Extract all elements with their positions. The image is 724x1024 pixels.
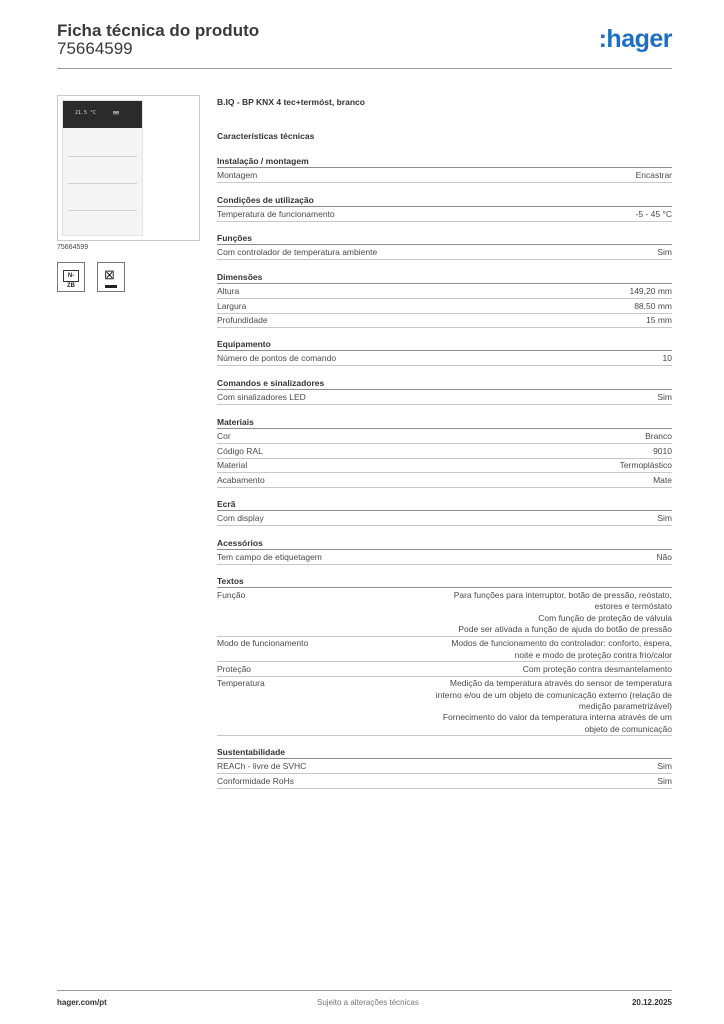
spec-value: Branco	[645, 431, 672, 441]
footer-date: 20.12.2025	[631, 998, 672, 1007]
section-title: Textos	[217, 576, 244, 586]
weee-bin-icon: ⊠	[104, 267, 115, 282]
weee-certification	[97, 262, 125, 292]
device-display	[63, 101, 142, 128]
spec-value: 15 mm	[646, 315, 672, 325]
section-divider	[217, 549, 672, 550]
section-title: Materiais	[217, 417, 254, 427]
key-divider	[68, 183, 137, 184]
spec-label: Com sinalizadores LED	[217, 392, 306, 402]
spec-value: 88,50 mm	[634, 300, 672, 311]
spec-value: noite e modo de proteção contra frio/calor	[514, 649, 672, 660]
spec-value: -5 - 45 °C	[635, 209, 672, 219]
page-title: Ficha técnica do produto	[57, 21, 260, 40]
row-divider	[217, 676, 672, 677]
spec-value: Encastrar	[635, 170, 672, 180]
spec-label: Tem campo de etiquetagem	[217, 552, 322, 562]
document-header	[57, 21, 672, 69]
nzb-certification	[57, 262, 85, 292]
key-divider	[68, 210, 137, 211]
spec-value: 10	[662, 353, 672, 363]
row-divider	[217, 564, 672, 565]
spec-label: Modo de funcionamento	[217, 638, 309, 649]
spec-label: Com display	[217, 513, 264, 523]
section-divider	[217, 510, 672, 511]
spec-label: Altura	[217, 286, 240, 296]
section-divider	[217, 350, 672, 351]
spec-value: Medição da temperatura através do sensor de temperatura	[449, 678, 672, 689]
spec-value: 149,20 mm	[629, 286, 672, 296]
row-divider	[217, 487, 672, 488]
display-readout: 21.5 °C	[75, 110, 97, 116]
spec-label: Montagem	[217, 170, 258, 180]
spec-value: objeto de comunicação	[584, 723, 672, 734]
spec-label: Proteção	[217, 663, 252, 674]
spec-value: Para funções para interruptor, botão de pressão, reóstato,	[453, 590, 672, 600]
spec-value: Fornecimento do valor da temperatura interna através de um	[442, 712, 672, 723]
spec-value: Sim	[657, 513, 672, 523]
section-title: Sustentabilidade	[217, 747, 286, 757]
spec-label: REACh - livre de SVHC	[217, 761, 307, 771]
row-divider	[217, 735, 672, 736]
section-divider	[217, 587, 672, 588]
spec-value: Termoplástico	[619, 460, 672, 470]
spec-label: Profundidade	[217, 315, 268, 325]
row-divider	[217, 525, 672, 526]
spec-value: estores e termóstato	[594, 601, 672, 612]
section-divider	[217, 428, 672, 429]
specs-heading: Características técnicas	[217, 131, 315, 141]
spec-label: Número de pontos de comando	[217, 353, 337, 363]
section-divider	[217, 244, 672, 245]
spec-value: Pode ser ativada a função de ajuda do botão de pressão	[458, 623, 672, 634]
spec-value: Sim	[657, 247, 672, 257]
spec-value: Não	[656, 552, 672, 562]
device-illustration	[62, 100, 143, 236]
row-divider	[217, 773, 672, 774]
section-title: Condições de utilização	[217, 195, 314, 205]
spec-label: Largura	[217, 300, 247, 311]
spec-label: Temperatura	[217, 678, 265, 689]
section-title: Dimensões	[217, 272, 263, 282]
section-divider	[217, 389, 672, 390]
section-title: Funções	[217, 233, 252, 243]
product-code: 75664599	[57, 39, 133, 58]
row-divider	[217, 443, 672, 444]
section-divider	[217, 758, 672, 759]
spec-value: Sim	[657, 392, 672, 402]
section-title: Acessórios	[217, 538, 263, 548]
section-title: Equipamento	[217, 339, 271, 349]
spec-label: Material	[217, 460, 248, 470]
row-divider	[217, 182, 672, 183]
spec-value: Sim	[657, 775, 672, 786]
display-icon: ▤▤	[113, 110, 120, 116]
spec-value: medição parametrizável)	[578, 700, 672, 711]
header-divider	[57, 68, 672, 69]
spec-value: Modos de funcionamento do controlador: conforto, espera,	[451, 638, 672, 649]
spec-label: Temperatura de funcionamento	[217, 209, 335, 219]
row-divider	[217, 472, 672, 473]
footer-website: hager.com/pt	[57, 998, 107, 1007]
row-divider	[217, 661, 672, 662]
spec-label: Função	[217, 590, 246, 600]
hager-logo: :hager	[598, 25, 672, 53]
row-divider	[217, 313, 672, 314]
row-divider	[217, 327, 672, 328]
row-divider	[217, 788, 672, 789]
row-divider	[217, 221, 672, 222]
row-divider	[217, 404, 672, 405]
row-divider	[217, 458, 672, 459]
spec-value: Com função de proteção de válvula	[538, 612, 672, 623]
nzb-icon: N-ZB	[63, 270, 79, 282]
spec-value: Mate	[653, 474, 672, 485]
section-title: Instalação / montagem	[217, 156, 309, 166]
section-divider	[217, 206, 672, 207]
section-title: Ecrã	[217, 499, 236, 509]
spec-label: Acabamento	[217, 474, 265, 485]
spec-label: Cor	[217, 431, 231, 441]
spec-label: Código RAL	[217, 445, 263, 456]
section-title: Comandos e sinalizadores	[217, 378, 325, 388]
row-divider	[217, 259, 672, 260]
row-divider	[217, 636, 672, 637]
footer-disclaimer: Sujeito a alterações técnicas	[317, 998, 419, 1007]
row-divider	[217, 298, 672, 299]
key-divider	[68, 156, 137, 157]
weee-bar	[105, 285, 117, 288]
spec-value: interno e/ou de um objeto de comunicação externo (relação de	[435, 689, 672, 700]
image-caption: 75664599	[57, 244, 89, 251]
product-image	[57, 95, 200, 241]
footer-divider	[57, 990, 672, 991]
section-divider	[217, 283, 672, 284]
section-divider	[217, 167, 672, 168]
product-name: B.IQ - BP KNX 4 tec+termóst, branco	[217, 97, 365, 107]
spec-value: Com proteção contra desmantelamento	[522, 663, 672, 674]
row-divider	[217, 365, 672, 366]
spec-label: Com controlador de temperatura ambiente	[217, 247, 378, 257]
spec-label: Conformidade RoHs	[217, 775, 295, 786]
spec-value: 9010	[653, 445, 672, 456]
spec-value: Sim	[657, 761, 672, 771]
